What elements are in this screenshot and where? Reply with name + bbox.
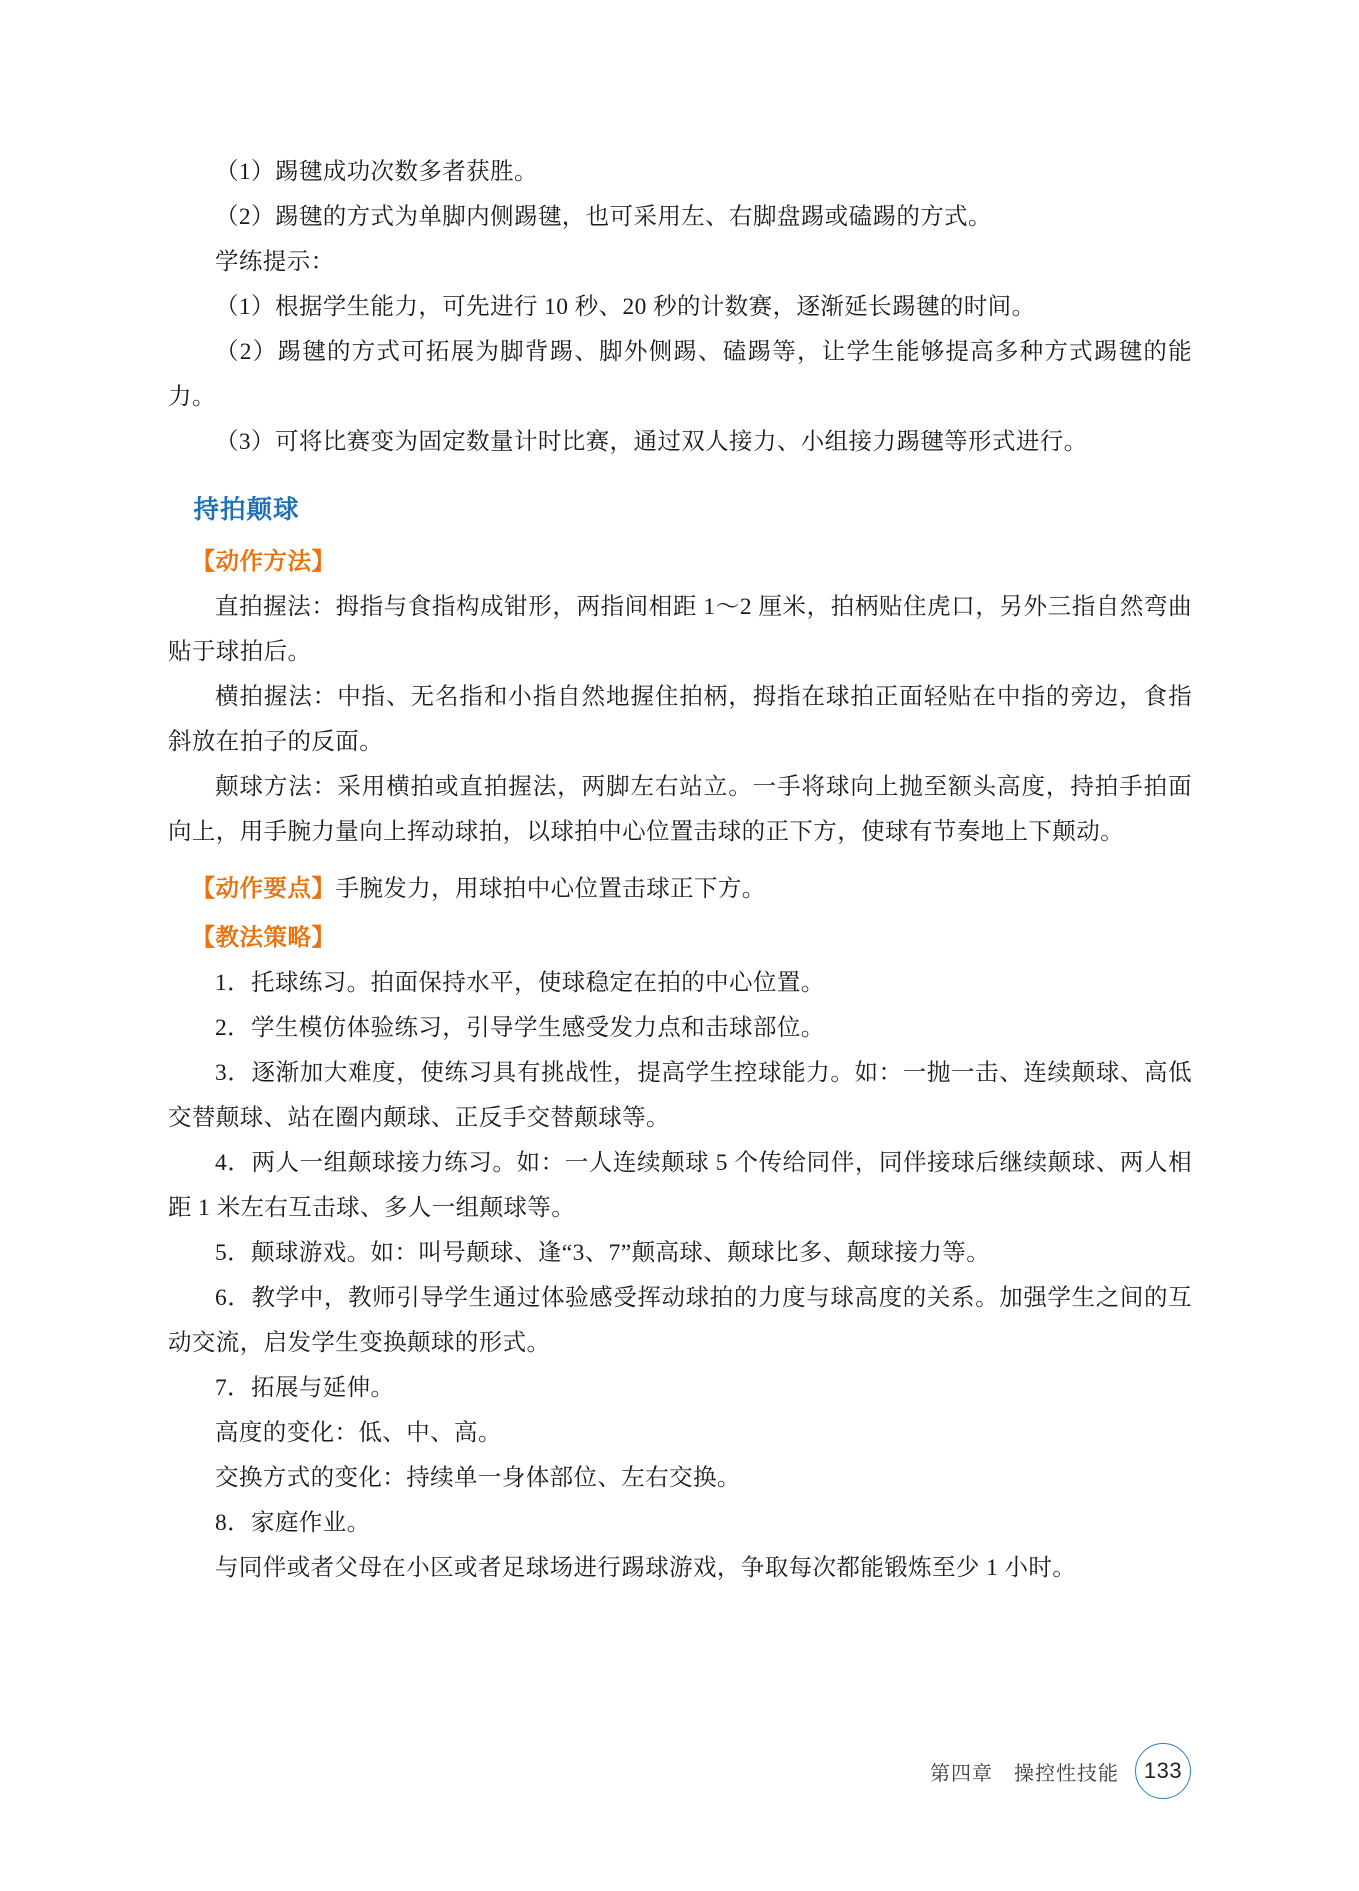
key-points-text: 手腕发力，用球拍中心位置击球正下方。 bbox=[335, 876, 766, 902]
teaching-list-item: 4．两人一组颠球接力练习。如：一人连续颠球 5 个传给同伴，同伴接球后继续颠球、两人相距 1 米左右互击球、多人一组颠球等。 bbox=[168, 1150, 1192, 1221]
teaching-list-item: 2．学生模仿体验练习，引导学生感受发力点和击球部位。 bbox=[215, 1015, 825, 1041]
teaching-list-item: 6．教学中，教师引导学生通过体验感受挥动球拍的力度与球高度的关系。加强学生之间的互动交流，启发学生变换颠球的形式。 bbox=[168, 1285, 1192, 1356]
tips-list-item: （3）可将比赛变为固定数量计时比赛，通过双人接力、小组接力踢毽等形式进行。 bbox=[215, 429, 1088, 455]
teaching-list-item: 8．家庭作业。 bbox=[215, 1510, 371, 1536]
page-footer bbox=[0, 1739, 1359, 1799]
method-paragraph: 颠球方法：采用横拍或直拍握法，两脚左右站立。一手将球向上抛至额头高度，持拍手拍面向上，用手腕力量向上挥动球拍，以球拍中心位置击球的正下方，使球有节奏地上下颠动。 bbox=[168, 774, 1192, 845]
section-title: 持拍颠球 bbox=[193, 495, 300, 524]
teaching-list-item: 交换方式的变化：持续单一身体部位、左右交换。 bbox=[215, 1465, 741, 1491]
teaching-list-item: 1．托球练习。拍面保持水平，使球稳定在拍的中心位置。 bbox=[215, 970, 825, 996]
method-paragraph: 横拍握法：中指、无名指和小指自然地握住拍柄，拇指在球拍正面轻贴在中指的旁边，食指斜放在拍子的反面。 bbox=[168, 684, 1192, 755]
tips-heading: 学练提示： bbox=[215, 249, 335, 275]
tag-teaching-strategy bbox=[168, 916, 1192, 961]
tips-list-item: （1）根据学生能力，可先进行 10 秒、20 秒的计数赛，逐渐延长踢毽的时间。 bbox=[215, 294, 1036, 320]
footer-chapter-label: 第四章 操控性技能 bbox=[930, 1762, 1119, 1785]
tag-label: 【教法策略】 bbox=[191, 925, 336, 951]
teaching-list-item: 7．拓展与延伸。 bbox=[215, 1375, 395, 1401]
top-list-item: （2）踢毽的方式为单脚内侧踢毽，也可采用左、右脚盘踢或磕踢的方式。 bbox=[215, 204, 992, 230]
teaching-list-item: 与同伴或者父母在小区或者足球场进行踢球游戏，争取每次都能锻炼至少 1 小时。 bbox=[215, 1555, 1077, 1581]
top-list-item: （1）踢毽成功次数多者获胜。 bbox=[215, 159, 538, 185]
tips-list-item: （2）踢毽的方式可拓展为脚背踢、脚外侧踢、磕踢等，让学生能够提高多种方式踢毽的能力。 bbox=[168, 339, 1192, 410]
tag-label: 【动作要点】 bbox=[191, 876, 336, 902]
tag-label: 【动作方法】 bbox=[191, 549, 336, 575]
teaching-list-item: 5．颠球游戏。如：叫号颠球、逢“3、7”颠高球、颠球比多、颠球接力等。 bbox=[215, 1240, 991, 1266]
tag-action-method bbox=[168, 540, 1192, 585]
page-content bbox=[168, 150, 1192, 1591]
teaching-list-item: 3．逐渐加大难度，使练习具有挑战性，提高学生控球能力。如：一抛一击、连续颠球、高低交替颠球、站在圈内颠球、正反手交替颠球等。 bbox=[168, 1060, 1192, 1131]
method-paragraph: 直拍握法：拇指与食指构成钳形，两指间相距 1～2 厘米，拍柄贴住虎口，另外三指自然弯曲贴于球拍后。 bbox=[168, 594, 1192, 665]
teaching-list-item: 高度的变化：低、中、高。 bbox=[215, 1420, 502, 1446]
tag-key-points-line bbox=[168, 867, 1192, 912]
footer-inner bbox=[930, 1743, 1191, 1799]
page-number: 133 bbox=[1135, 1743, 1191, 1799]
